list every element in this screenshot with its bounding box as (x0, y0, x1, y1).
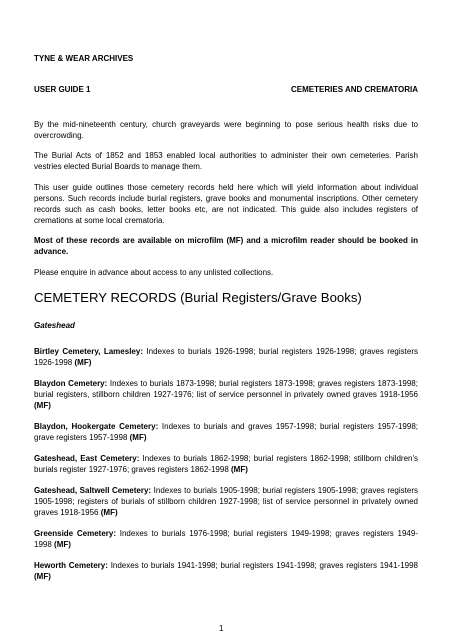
guide-title: CEMETERIES AND CREMATORIA (291, 85, 418, 94)
record-description: Indexes to burials 1862-1998; burial registers 1862-1998; stillborn children's burials register 1927-1976; graves registers 1862-1998 (34, 454, 418, 474)
intro-paragraph-4: Most of these records are available on microfilm (MF) and a microfilm reader should be booked in advance. (34, 236, 418, 256)
section-subheading: Gateshead (34, 321, 75, 330)
record-entry (34, 528, 418, 550)
cemetery-name: Greenside Cemetery: (34, 529, 116, 538)
intro-paragraph-1: By the mid-nineteenth century, church graveyards were beginning to pose serious health risks due to overcrowding. (34, 120, 418, 140)
section-title: CEMETERY RECORDS (Burial Registers/Grave Books) (34, 290, 362, 305)
microfilm-tag: (MF) (34, 572, 51, 581)
record-description: Indexes to burials 1905-1998; burial registers 1905-1998; graves registers 1905-1998; registers of burials of stillborn children 1927-1998; list of service personnel in privately owned graves 1918-1956 (34, 486, 418, 517)
guide-number: USER GUIDE 1 (34, 85, 91, 94)
microfilm-tag: (MF) (231, 465, 248, 474)
record-entry (34, 346, 418, 368)
microfilm-tag: (MF) (74, 358, 92, 367)
intro-paragraph-5: Please enquire in advance about access to any unlisted collections. (34, 268, 274, 277)
intro-paragraph-3: This user guide outlines those cemetery records held here which will yield information about individual persons. Such records include burial registers, grave books and monumental inscriptions. Other cemetery records such as cash books, letter books etc, are not indicated. This guide also includes registers of cremations at some local crematoria. (34, 183, 418, 225)
cemetery-name: Blaydon Cemetery: (34, 379, 108, 388)
record-description: Indexes to burials and graves 1957-1998; burial registers 1957-1998; grave registers 1957-1998 (34, 422, 419, 442)
record-entry (34, 485, 418, 518)
microfilm-tag: (MF) (34, 401, 51, 410)
microfilm-tag: (MF) (100, 508, 118, 517)
record-entry (34, 378, 418, 411)
page-number: 1 (219, 624, 224, 633)
microfilm-tag: (MF) (129, 433, 147, 442)
cemetery-name: Heworth Cemetery: (34, 561, 108, 570)
record-entry (34, 560, 418, 582)
record-description: Indexes to burials 1941-1998; burial registers 1941-1998; graves registers 1941-1998 (110, 561, 418, 570)
record-entry (34, 453, 418, 475)
cemetery-name: Gateshead, East Cemetery: (34, 454, 140, 463)
record-description: Indexes to burials 1976-1998; burial registers 1949-1998; graves registers 1949-1998 (34, 529, 418, 549)
record-entry (34, 421, 418, 443)
intro-paragraph-2: The Burial Acts of 1852 and 1853 enabled local authorities to administer their own cemeteries. Parish vestries elected Burial Boards to manage them. (34, 151, 418, 171)
record-description: Indexes to burials 1873-1998; burial registers 1873-1998; graves registers 1873-1998; burial registers, stillborn children 1927-1976; list of service personnel in privately owned graves 1918-1956 (34, 379, 418, 399)
cemetery-name: Gateshead, Saltwell Cemetery: (34, 486, 152, 495)
cemetery-name: Blaydon, Hookergate Cemetery: (34, 422, 159, 431)
archive-name: TYNE & WEAR ARCHIVES (34, 54, 134, 63)
record-description: Indexes to burials 1926-1998; burial registers 1926-1998; graves registers 1926-1998 (34, 347, 418, 367)
cemetery-name: Birtley Cemetery, Lamesley: (34, 347, 143, 356)
microfilm-tag: (MF) (54, 540, 71, 549)
